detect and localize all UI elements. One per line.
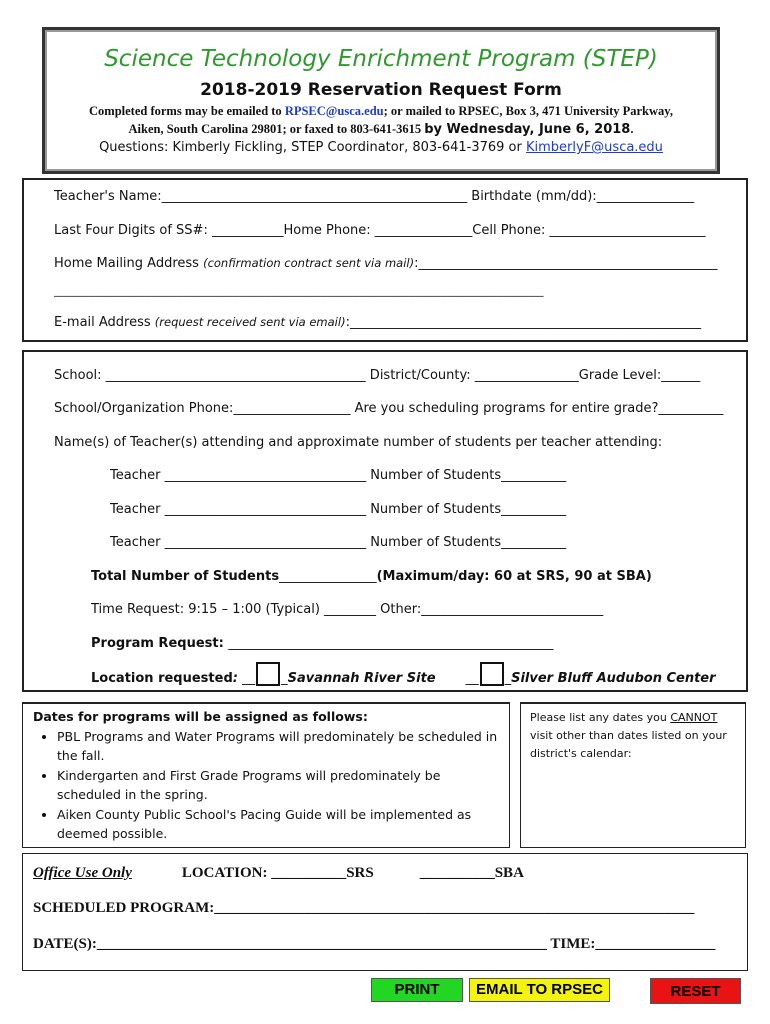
ss-field[interactable]: ___________: [211, 223, 284, 238]
birthdate-label: Birthdate (mm/dd):: [467, 189, 597, 204]
scheduled-program-label: SCHEDULED PROGRAM:: [33, 900, 215, 916]
deadline-text: by Wednesday, June 6, 2018: [424, 122, 631, 137]
address-field[interactable]: ______________________________________________: [418, 256, 718, 271]
reset-button[interactable]: RESET: [650, 978, 741, 1004]
time-request-field[interactable]: ________: [324, 602, 377, 617]
school-label: School:: [54, 368, 106, 383]
program-request-field[interactable]: __________________________________________________: [228, 636, 554, 651]
school-phone-row: [54, 401, 723, 416]
unavailable-dates-box[interactable]: [520, 702, 746, 848]
dates-heading: Dates for programs will be assigned as follows:: [33, 709, 368, 724]
address-label: Home Mailing Address: [54, 256, 204, 271]
entire-grade-label: Are you scheduling programs for entire grade?: [350, 401, 659, 416]
submission-line-1: [45, 104, 717, 119]
email-to-rpsec-button[interactable]: EMAIL TO RPSEC: [469, 978, 610, 1002]
submission-text: Completed forms may be emailed to: [89, 104, 285, 118]
teachers-heading: Name(s) of Teacher(s) attending and approximate number of students per teacher attending:: [54, 435, 663, 450]
dates-bullet: • PBL Programs and Water Programs will predominately be scheduled in the fall.: [57, 727, 499, 766]
teacher-name-label: Teacher's Name:: [54, 189, 162, 204]
students-3-field[interactable]: __________: [501, 535, 567, 550]
address-row: [54, 256, 717, 271]
office-use-box: [22, 853, 748, 971]
srs-label: Savannah River Site: [287, 671, 436, 686]
questions-text: Questions: Kimberly Fickling, STEP Coordinator, 803-641-3769 or: [99, 140, 526, 155]
students-1-field[interactable]: __________: [501, 468, 567, 483]
rpsec-email-link[interactable]: RPSEC@usca.edu: [284, 104, 384, 118]
other-time-field[interactable]: ____________________________: [421, 602, 604, 617]
program-request-row: [91, 636, 553, 651]
total-students-note: (Maximum/day: 60 at SRS, 90 at SBA): [376, 569, 652, 584]
teacher-name-row: [54, 189, 694, 204]
unavailable-dates-suffix: visit other than dates listed on your district's calendar:: [530, 729, 727, 760]
dates-list: [33, 727, 499, 844]
district-field[interactable]: ________________: [474, 368, 579, 383]
ss-label: Last Four Digits of SS#:: [54, 223, 212, 238]
office-dates-row: [33, 936, 715, 953]
dates-bullet: • Aiken County Public School's Pacing Guide will be implemented as deemed possible.: [57, 805, 499, 844]
teacher-row-1: [110, 468, 566, 483]
teacher-row-2: [110, 502, 566, 517]
program-title: Science Technology Enrichment Program (STEP): [104, 46, 658, 72]
office-use-heading: Office Use Only: [33, 865, 132, 881]
office-dates-label: DATE(S):: [33, 936, 97, 952]
questions-line: [45, 140, 717, 155]
office-time-field[interactable]: ________________: [595, 936, 716, 952]
dates-bullet: • Kindergarten and First Grade Programs will predominately be scheduled in the spring.: [57, 766, 499, 805]
teacher-info-section: [22, 178, 748, 342]
location-colon: :: [232, 671, 238, 686]
email-colon: :: [345, 315, 350, 330]
school-phone-label: School/Organization Phone:: [54, 401, 234, 416]
teacher-name-field[interactable]: _______________________________________________: [161, 189, 468, 204]
dates-info-box: [22, 702, 510, 848]
email-label: E-mail Address: [54, 315, 155, 330]
scheduled-program-row: [33, 900, 694, 917]
grade-level-label: Grade Level:: [578, 368, 662, 383]
students-2-field[interactable]: __________: [501, 502, 567, 517]
office-sba-label: SBA: [494, 865, 524, 881]
srs-line-prefix: __: [237, 671, 256, 686]
time-request-row: [91, 602, 603, 617]
teacher-3-field[interactable]: _______________________________: [164, 535, 367, 550]
cell-phone-label: Cell Phone:: [472, 223, 550, 238]
students-1-label: Number of Students: [366, 468, 502, 483]
address-note: (confirmation contract sent via mail): [203, 256, 415, 270]
time-request-label: Time Request: 9:15 – 1:00 (Typical): [91, 602, 325, 617]
coordinator-email-link[interactable]: KimberlyF@usca.edu: [526, 140, 663, 155]
submission-line-2: [45, 122, 717, 137]
office-srs-field[interactable]: __________: [271, 865, 347, 881]
students-2-label: Number of Students: [366, 502, 502, 517]
submission-fax: Aiken, South Carolina 29801; or faxed to 803-641-3615: [128, 122, 425, 136]
school-row: [54, 368, 700, 383]
form-subtitle: 2018-2019 Reservation Request Form: [200, 80, 562, 100]
office-time-label: TIME:: [546, 936, 596, 952]
phone-row: [54, 223, 706, 238]
grade-level-field[interactable]: ______: [661, 368, 701, 383]
office-sba-field[interactable]: __________: [419, 865, 495, 881]
entire-grade-field[interactable]: __________: [658, 401, 724, 416]
location-label: Location requested: [91, 671, 233, 686]
total-students-row: [91, 569, 652, 584]
teacher-2-field[interactable]: _______________________________: [164, 502, 367, 517]
address-field-2[interactable]: _________________________________________________________________________________________: [54, 284, 544, 297]
total-students-label: Total Number of Students: [91, 569, 280, 584]
teacher-1-label: Teacher: [110, 468, 165, 483]
other-time-label: Other:: [376, 602, 422, 617]
cannot-emphasis: CANNOT: [670, 711, 718, 724]
program-request-label: Program Request:: [91, 636, 229, 651]
office-dates-field[interactable]: ____________________________________________________________: [96, 936, 547, 952]
teacher-1-field[interactable]: _______________________________: [164, 468, 367, 483]
email-note: (request received sent via email): [154, 315, 346, 329]
school-field[interactable]: ________________________________________: [105, 368, 366, 383]
sba-line-suffix: _: [504, 671, 512, 686]
location-row: [91, 662, 716, 686]
email-field[interactable]: ______________________________________________________: [349, 315, 701, 330]
teacher-row-3: [110, 535, 566, 550]
deadline-period: .: [630, 122, 634, 136]
cell-phone-field[interactable]: ________________________: [549, 223, 706, 238]
srs-line-suffix: _: [281, 671, 288, 686]
email-row: [54, 315, 701, 330]
students-3-label: Number of Students: [366, 535, 502, 550]
sba-label: Silver Bluff Audubon Center: [511, 671, 716, 686]
home-phone-field[interactable]: _______________: [374, 223, 473, 238]
address-row-2: [54, 284, 544, 297]
home-phone-label: Home Phone:: [283, 223, 375, 238]
birthdate-field[interactable]: _______________: [596, 189, 695, 204]
print-button[interactable]: PRINT: [371, 978, 463, 1002]
office-location-label: LOCATION:: [181, 865, 272, 881]
header-box: [42, 27, 720, 174]
scheduled-program-field[interactable]: ________________________________________________________________: [214, 900, 695, 916]
office-srs-label: SRS: [346, 865, 374, 881]
teacher-3-label: Teacher: [110, 535, 165, 550]
sba-line-prefix: __: [465, 671, 479, 686]
school-phone-field[interactable]: __________________: [233, 401, 351, 416]
total-students-field[interactable]: _______________: [279, 569, 377, 584]
school-info-section: [22, 350, 748, 692]
address-colon: :: [414, 256, 419, 271]
unavailable-dates-text: Please list any dates you: [530, 711, 671, 724]
district-label: District/County:: [365, 368, 475, 383]
teacher-2-label: Teacher: [110, 502, 165, 517]
office-location-row: [33, 865, 524, 882]
sba-checkbox[interactable]: [480, 662, 504, 686]
submission-address: ; or mailed to RPSEC, Box 3, 471 University Parkway,: [383, 104, 673, 118]
srs-checkbox[interactable]: [256, 662, 280, 686]
